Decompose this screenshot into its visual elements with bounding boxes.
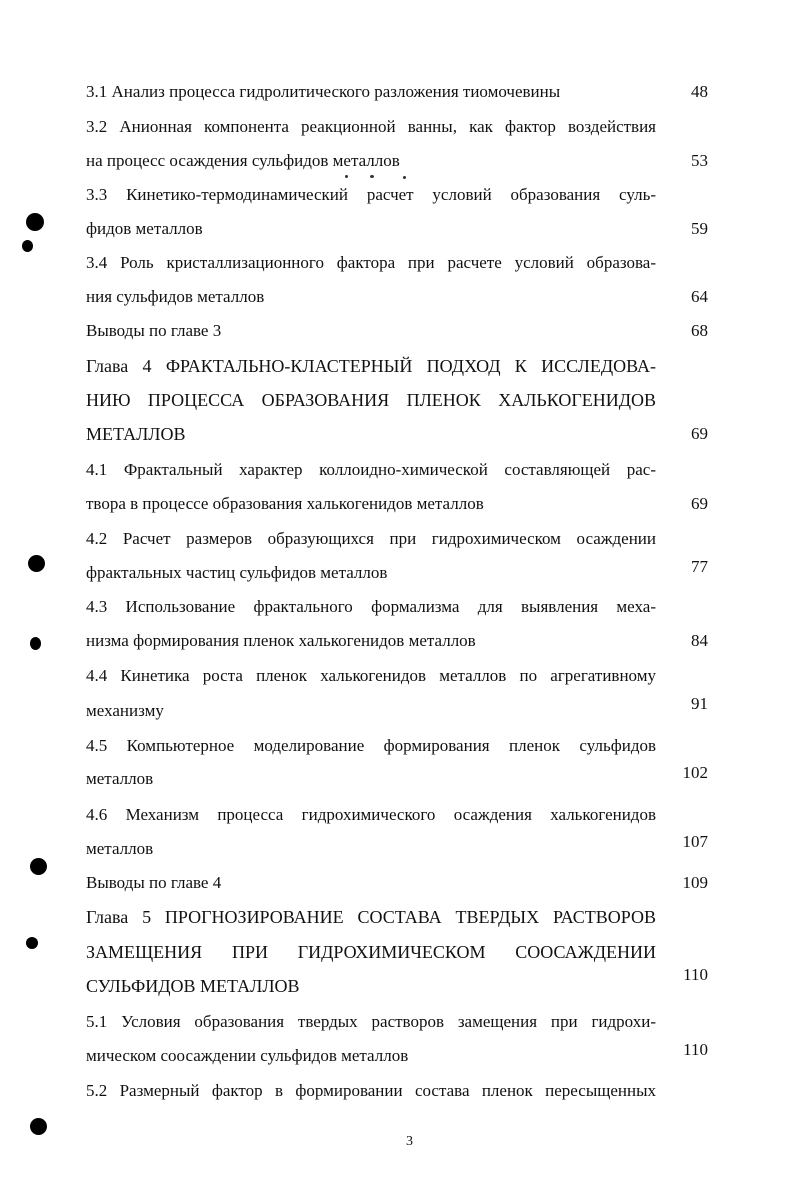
- toc-line: 3.1 Анализ процесса гидролитического разложения тиомочевины: [86, 82, 561, 101]
- toc-line: СУЛЬФИДОВ МЕТАЛЛОВ: [86, 976, 300, 996]
- toc-line: мическом соосаждении сульфидов металлов: [86, 1046, 409, 1065]
- toc-page: 64: [691, 287, 708, 306]
- toc-page: 91: [691, 694, 708, 713]
- toc-line: на процесс осаждения сульфидов металлов: [86, 151, 400, 170]
- scan-speck: [345, 175, 348, 178]
- toc-line: Глава 5 ПРОГНОЗИРОВАНИЕ СОСТАВА ТВЕРДЫХ РАСТВОРОВ: [86, 907, 656, 927]
- toc-line: 3.2 Анионная компонента реакционной ванны, как фактор воздействия: [86, 117, 656, 136]
- toc-line: механизму: [86, 701, 164, 720]
- toc-line: Выводы по главе 4: [86, 873, 222, 892]
- toc-page: 84: [691, 631, 708, 650]
- toc-line: Глава 4 ФРАКТАЛЬНО-КЛАСТЕРНЫЙ ПОДХОД К ИССЛЕДОВА-: [86, 356, 656, 376]
- page-number: 3: [406, 1134, 413, 1149]
- binding-hole: [28, 555, 45, 572]
- toc-page: 107: [682, 832, 708, 851]
- toc-line: МЕТАЛЛОВ: [86, 424, 186, 444]
- binding-hole: [30, 858, 47, 875]
- toc-page: 59: [691, 219, 708, 238]
- toc-line: ния сульфидов металлов: [86, 287, 265, 306]
- toc-line: 4.4 Кинетика роста пленок халькогенидов металлов по агрегативному: [86, 666, 656, 685]
- toc-page: 48: [691, 82, 708, 101]
- toc-page: 109: [682, 873, 708, 892]
- toc-line: НИЮ ПРОЦЕССА ОБРАЗОВАНИЯ ПЛЕНОК ХАЛЬКОГЕНИДОВ: [86, 390, 656, 410]
- toc-line: 4.6 Механизм процесса гидрохимического осаждения халькогенидов: [86, 805, 656, 824]
- toc-line: 5.1 Условия образования твердых растворов замещения при гидрохи-: [86, 1012, 656, 1031]
- toc-line: 4.3 Использование фрактального формализма для выявления меха-: [86, 597, 656, 616]
- toc-line: 4.5 Компьютерное моделирование формирования пленок сульфидов: [86, 736, 656, 755]
- toc-line: металлов: [86, 769, 154, 788]
- scan-speck: [403, 176, 406, 179]
- toc-page: 69: [691, 494, 708, 513]
- toc-page: 53: [691, 151, 708, 170]
- toc-line: ЗАМЕЩЕНИЯ ПРИ ГИДРОХИМИЧЕСКОМ СООСАЖДЕНИИ: [86, 942, 656, 962]
- binding-hole: [30, 637, 41, 650]
- toc-line: Выводы по главе 3: [86, 321, 222, 340]
- toc-line: 4.2 Расчет размеров образующихся при гидрохимическом осаждении: [86, 529, 656, 548]
- toc-page: 110: [683, 1040, 708, 1059]
- toc-page: 102: [682, 763, 708, 782]
- toc-line: 3.3 Кинетико-термодинамический расчет условий образования суль-: [86, 185, 656, 204]
- toc-page: 69: [691, 424, 708, 443]
- binding-hole: [26, 937, 38, 949]
- binding-hole: [26, 213, 44, 231]
- toc-line: металлов: [86, 839, 154, 858]
- scan-speck: [370, 175, 374, 178]
- toc-line: 3.4 Роль кристаллизационного фактора при расчете условий образова-: [86, 253, 656, 272]
- toc-line: твора в процессе образования халькогенидов металлов: [86, 494, 484, 513]
- toc-line: низма формирования пленок халькогенидов металлов: [86, 631, 476, 650]
- toc-line: 5.2 Размерный фактор в формировании состава пленок пересыщенных: [86, 1081, 656, 1100]
- toc-line: фидов металлов: [86, 219, 203, 238]
- binding-hole: [22, 240, 33, 252]
- binding-hole: [30, 1118, 47, 1135]
- toc-page: 110: [683, 965, 708, 984]
- toc-line: 4.1 Фрактальный характер коллоидно-химической составляющей рас-: [86, 460, 656, 479]
- toc-page: 68: [691, 321, 708, 340]
- toc-line: фрактальных частиц сульфидов металлов: [86, 563, 388, 582]
- toc-page: 77: [691, 557, 708, 576]
